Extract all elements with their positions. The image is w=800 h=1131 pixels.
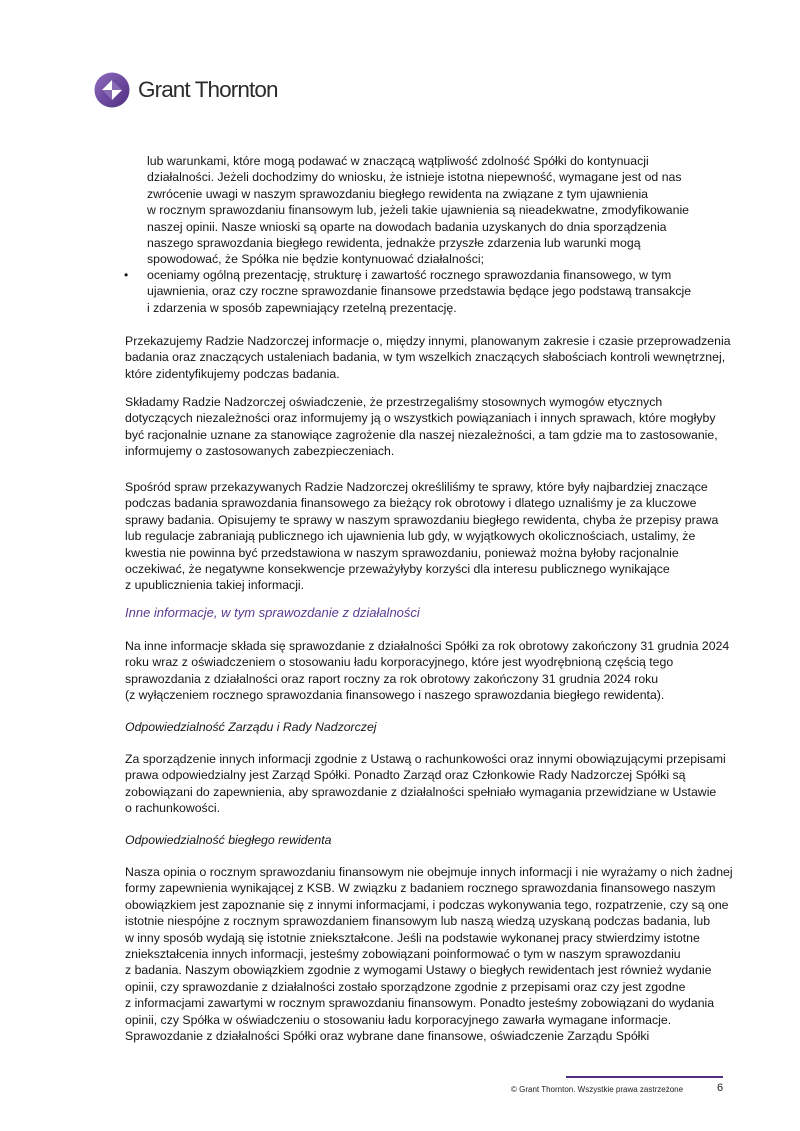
text-line: zwrócenie uwagi w naszym sprawozdaniu biegłego rewidenta na związane z tym ujawnienia bbox=[147, 186, 649, 201]
text-line: dotyczących niezależności oraz informujemy ją o wszystkich powiązaniach i innych sprawach, które mogłyby bbox=[125, 411, 716, 426]
text-line: Spośród spraw przekazywanych Radzie Nadzorczej określiliśmy te sprawy, które były najbardziej znaczące bbox=[125, 480, 708, 494]
text-line: Za sporządzenie innych informacji zgodnie z Ustawą o rachunkowości oraz innymi obowiązującymi przepisami bbox=[125, 752, 726, 766]
text-line: Sprawozdanie z działalności Spółki oraz wybrane dane finansowe, oświadczenie Zarządu Spółki bbox=[125, 1029, 650, 1044]
text-line: sprawy badania. Opisujemy te sprawy w naszym sprawozdaniu biegłego rewidenta, chyba że przepisy prawa bbox=[125, 512, 719, 527]
text-line: istotnie niespójne z rocznym sprawozdaniem finansowym lub naszą wiedzą uzyskaną podczas badania, lub bbox=[125, 914, 711, 929]
text-line: zniekształcenia innych informacji, jesteśmy zobowiązani poinformować o tym w naszym sprawozdaniu bbox=[125, 947, 681, 962]
text-line: kwestia nie powinna być przedstawiona w naszym sprawozdaniu, ponieważ można byłoby racjonalnie bbox=[125, 545, 679, 560]
section-heading bbox=[125, 605, 420, 621]
text-line: oczekiwać, że negatywne konsekwencje przeważyłyby korzyści dla interesu publicznego wynikające bbox=[125, 562, 670, 577]
text-line: naszego sprawozdania biegłego rewidenta, jednakże przyszłe zdarzenia lub warunki mogą bbox=[147, 236, 641, 251]
text-line: z upublicznienia takiej informacji. bbox=[125, 578, 305, 593]
text-line: naszej opinii. Nasze wnioski są oparte na dowodach badania uzyskanych do dnia sporządzenia bbox=[147, 219, 667, 234]
paragraph bbox=[125, 751, 726, 817]
text-line: spowodować, że Spółka nie będzie kontynuować działalności; bbox=[147, 252, 484, 267]
text-line: prawa odpowiedzialny jest Zarząd Spółki. Ponadto Zarząd oraz Członkowie Rady Nadzorczej Spółki są bbox=[125, 768, 686, 783]
paragraph bbox=[147, 153, 689, 268]
paragraph bbox=[125, 638, 729, 704]
text-line: opinii, czy Spółka w oświadczeniu o stosowaniu ładu korporacyjnego zawarła wymagane informacje. bbox=[125, 1012, 672, 1027]
subsection-heading bbox=[125, 719, 377, 735]
grant-thornton-logo bbox=[94, 72, 278, 108]
text-line: opinii, czy sprawozdanie z działalności zostało sporządzone zgodnie z przepisami oraz czy jest zgodne bbox=[125, 979, 686, 994]
text-line: sprawozdania z działalności oraz raport roczny za rok obrotowy zakończony 31 grudnia 2024 roku bbox=[125, 671, 659, 686]
text-line: Inne informacje, w tym sprawozdanie z działalności bbox=[125, 605, 420, 620]
text-line: być racjonalnie uznane za stanowiące zagrożenie dla naszej niezależności, a tam gdzie ma to zastosowanie, bbox=[125, 427, 718, 442]
text-line: które zidentyfikujemy podczas badania. bbox=[125, 366, 340, 381]
paragraph bbox=[125, 394, 718, 460]
text-line: zobowiązani do zapewnienia, aby sprawozdanie z działalności spełniało wymagania przewidziane w Ustawie bbox=[125, 784, 717, 799]
text-line: (z wyłączeniem rocznego sprawozdania finansowego i naszego sprawozdania biegłego rewidenta). bbox=[125, 688, 665, 703]
text-line: Przekazujemy Radzie Nadzorczej informacje o, między innymi, planowanym zakresie i czasie przeprowadzenia bbox=[125, 334, 731, 348]
subsection-heading bbox=[125, 832, 331, 848]
paragraph bbox=[125, 479, 718, 594]
text-line: Składamy Radzie Nadzorczej oświadczenie, że przestrzegaliśmy stosownych wymogów etycznych bbox=[125, 395, 663, 409]
bullet-icon: • bbox=[124, 268, 129, 282]
footer-copyright: © Grant Thornton. Wszystkie prawa zastrzeżone bbox=[511, 1085, 684, 1094]
text-line: roku wraz z oświadczeniem o stosowaniu ładu korporacyjnego, które jest wyodrębnioną częścią tego bbox=[125, 655, 674, 670]
text-line: lub regulacje zabraniają publicznego ich ujawnienia lub gdy, w wyjątkowych okolicznościach, ustalimy, że bbox=[125, 529, 696, 544]
logo-text: Grant Thornton bbox=[138, 77, 278, 102]
text-line: ujawnienia, oraz czy roczne sprawozdanie finansowe przedstawia będące jego podstawą transakcje bbox=[147, 284, 692, 299]
text-line: Odpowiedzialność biegłego rewidenta bbox=[125, 833, 332, 847]
text-line: o rachunkowości. bbox=[125, 801, 221, 816]
text-line: działalności. Jeżeli dochodzimy do wniosku, że istnieje istotna niepewność, wymagane jest od nas bbox=[147, 170, 682, 185]
paragraph bbox=[125, 333, 731, 382]
text-line: podczas badania sprawozdania finansowego za bieżący rok obrotowy i dlatego uznaliśmy je za kluczowe bbox=[125, 496, 697, 511]
text-line: w rocznym sprawozdaniu finansowym lub, jeżeli takie ujawnienia są nieadekwatne, zmodyfikowanie bbox=[147, 203, 690, 218]
text-line: Nasza opinia o rocznym sprawozdaniu finansowym nie obejmuje innych informacji i nie wyrażamy o nich żadnej bbox=[125, 865, 733, 879]
text-line: Odpowiedzialność Zarządu i Rady Nadzorczej bbox=[125, 720, 377, 734]
text-line: Na inne informacje składa się sprawozdanie z działalności Spółki za rok obrotowy zakończony 31 grudnia 2024 bbox=[125, 639, 730, 653]
text-line: z informacjami zawartymi w rocznym sprawozdaniu finansowym. Ponadto jesteśmy zobowiązani do wydania bbox=[125, 996, 715, 1011]
text-line: informujemy o zastosowanych zabezpieczeniach. bbox=[125, 444, 395, 459]
text-line: oceniamy ogólną prezentację, strukturę i zawartość rocznego sprawozdania finansowego, w tym bbox=[147, 268, 672, 282]
paragraph bbox=[125, 864, 733, 1044]
footer-divider bbox=[566, 1076, 723, 1078]
text-line: badania oraz znaczących ustaleniach badania, w tym wszelkich znaczących słabościach kontroli wewnętrznej, bbox=[125, 350, 726, 365]
text-line: w inny sposób wydają się istotnie zniekształcone. Jeśli na podstawie wykonanej pracy stwierdzimy istotne bbox=[125, 930, 700, 945]
text-line: z badania. Naszym obowiązkiem zgodnie z wymogami Ustawy o biegłych rewidentach jest również wydanie bbox=[125, 963, 712, 978]
text-line: obowiązkiem jest zapoznanie się z innymi informacjami, i podczas wykonywania tego, rozpatrzenie, czy są one bbox=[125, 897, 729, 912]
bullet-item bbox=[124, 267, 692, 316]
logo-mark-icon bbox=[94, 72, 130, 108]
text-line: i zdarzenia w sposób zapewniający rzetelną prezentację. bbox=[147, 300, 457, 315]
text-line: lub warunkami, które mogą podawać w znaczącą wątpliwość zdolność Spółki do kontynuacji bbox=[147, 154, 649, 168]
page-number: 6 bbox=[717, 1082, 724, 1094]
text-line: formy zapewnienia wynikającej z KSB. W związku z badaniem rocznego sprawozdania finansowego naszym bbox=[125, 881, 716, 896]
